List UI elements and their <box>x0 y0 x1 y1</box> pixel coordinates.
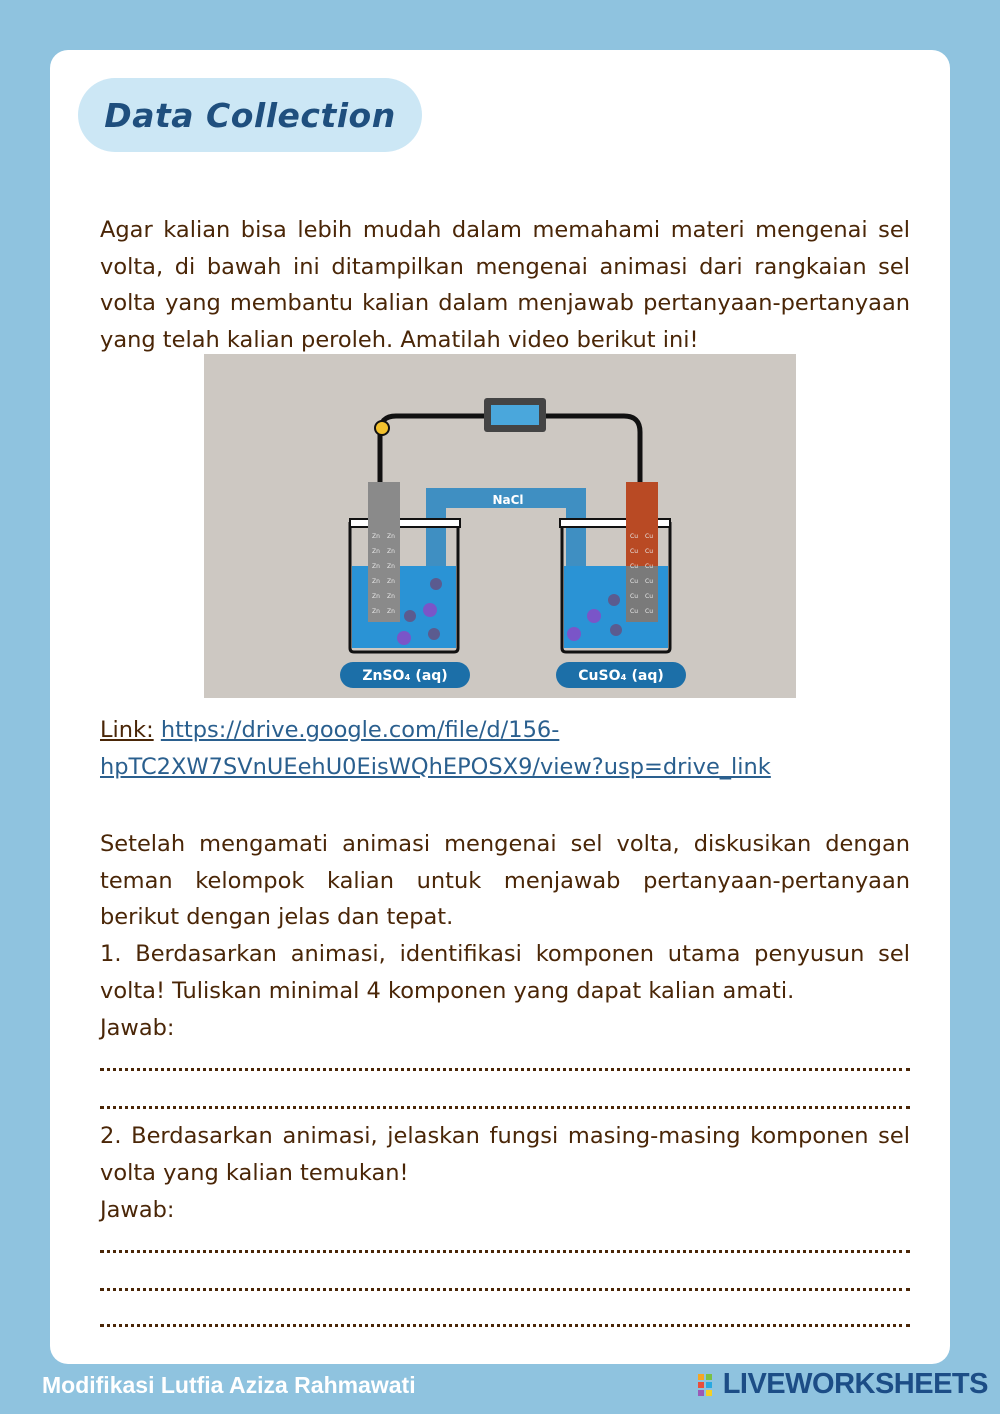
salt-bridge-label: NaCl <box>492 493 524 507</box>
switch-icon <box>375 421 389 435</box>
zn-atom-label: Zn <box>372 593 380 600</box>
zn-atom-label: Zn <box>387 608 395 615</box>
answer-line-2b[interactable] <box>100 1288 910 1291</box>
question-2: 2. Berdasarkan animasi, jelaskan fungsi masing-masing komponen sel volta yang kalian temukan! <box>100 1123 910 1186</box>
worksheet-card <box>50 50 950 1364</box>
intro-paragraph: Agar kalian bisa lebih mudah dalam memahami materi mengenai sel volta, di bawah ini ditampilkan mengenai animasi dari rangkaian sel volta yang membantu kalian dalam menjawab pertanyaan-pertanyaan yang telah kalian peroleh. Amatilah video berikut ini! <box>100 217 910 353</box>
zn-atom-label: Zn <box>387 563 395 570</box>
liveworksheets-brand[interactable] <box>698 1368 988 1401</box>
cu-atom-label: Cu <box>630 578 638 585</box>
cu-ion <box>587 609 601 623</box>
discussion-paragraph: Setelah mengamati animasi mengenai sel volta, diskusikan dengan teman kelompok kalian untuk menjawab pertanyaan-pertanyaan berikut dengan jelas dan tepat. <box>100 831 910 931</box>
zn-atom-label: Zn <box>372 548 380 555</box>
left-solution-label: ZnSO₄ (aq) <box>362 668 448 684</box>
voltaic-cell-figure <box>204 354 796 698</box>
cu-atom-label: Cu <box>645 548 653 555</box>
answer-line-2a[interactable] <box>100 1250 910 1253</box>
zn-ion <box>428 628 440 640</box>
video-link-line2[interactable]: hpTC2XW7SVnUEehU0EisWQhEPOSX9/view?usp=drive_link <box>100 753 771 780</box>
answer-line-2c[interactable] <box>100 1324 910 1327</box>
video-link[interactable] <box>100 717 771 780</box>
section-title-pill <box>78 78 422 152</box>
cu-atom-label: Cu <box>645 593 653 600</box>
cu-atom-label: Cu <box>630 533 638 540</box>
zn-ion <box>430 578 442 590</box>
cu-atom-label: Cu <box>645 533 653 540</box>
right-solution-label: CuSO₄ (aq) <box>578 668 664 684</box>
answer-line-1b[interactable] <box>100 1106 910 1109</box>
voltmeter-display <box>491 405 539 425</box>
zn-ion <box>404 610 416 622</box>
cu-ion <box>567 627 581 641</box>
cu-ion <box>608 594 620 606</box>
zn-ion <box>423 603 437 617</box>
answer-label-2: Jawab: <box>100 1197 175 1223</box>
cu-atom-label: Cu <box>630 548 638 555</box>
cu-ion <box>610 624 622 636</box>
zn-atom-label: Zn <box>372 578 380 585</box>
video-link-block <box>100 712 920 785</box>
zn-atom-label: Zn <box>387 578 395 585</box>
video-link-line1[interactable]: https://drive.google.com/file/d/156- <box>160 717 560 743</box>
section-title: Data Collection <box>104 95 396 135</box>
cu-atom-label: Cu <box>645 578 653 585</box>
link-label: Link: <box>100 717 154 743</box>
cu-atom-label: Cu <box>630 563 638 570</box>
brand-name: LIVEWORKSHEETS <box>722 1368 988 1400</box>
cu-atom-label: Cu <box>645 563 653 570</box>
zn-atom-label: Zn <box>387 533 395 540</box>
zn-atom-label: Zn <box>372 608 380 615</box>
answer-line-1a[interactable] <box>100 1068 910 1071</box>
zn-ion <box>397 631 411 645</box>
left-beaker-rim <box>350 519 460 527</box>
question-1: 1. Berdasarkan animasi, identifikasi komponen utama penyusun sel volta! Tuliskan minimal 4 komponen yang dapat kalian amati. <box>100 941 910 1004</box>
liveworksheets-logo-icon <box>698 1372 720 1398</box>
cu-atom-label: Cu <box>630 608 638 615</box>
zn-atom-label: Zn <box>387 548 395 555</box>
footer-author: Modifikasi Lutfia Aziza Rahmawati <box>42 1372 416 1398</box>
zn-atom-label: Zn <box>372 563 380 570</box>
answer-label-1: Jawab: <box>100 1015 175 1041</box>
cu-atom-label: Cu <box>630 593 638 600</box>
zn-atom-label: Zn <box>372 533 380 540</box>
zn-atom-label: Zn <box>387 593 395 600</box>
cu-atom-label: Cu <box>645 608 653 615</box>
